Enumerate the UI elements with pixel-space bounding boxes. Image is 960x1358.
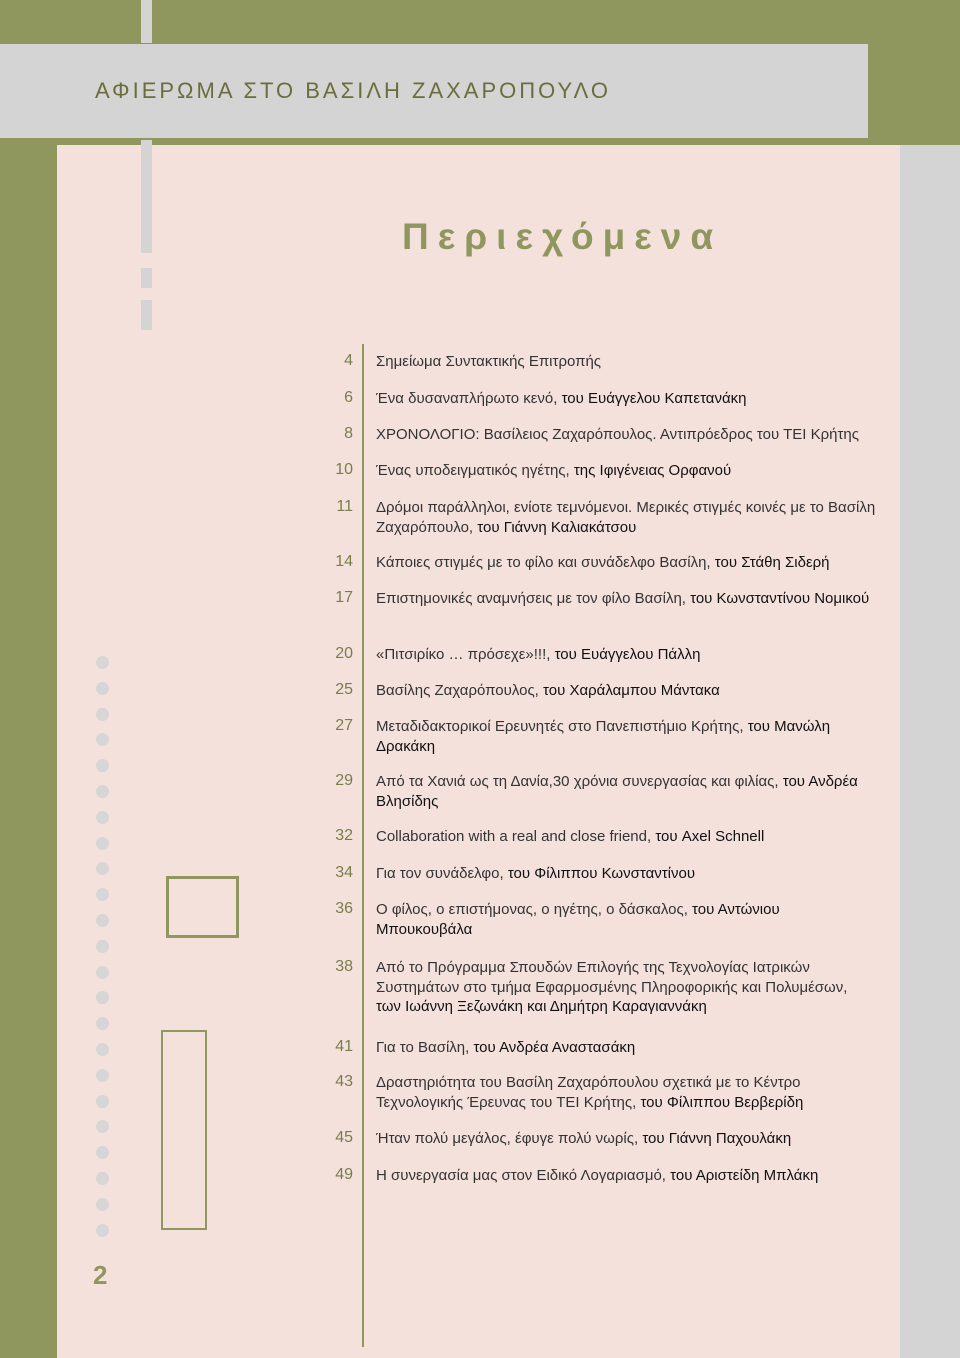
decorative-dot	[96, 940, 109, 953]
page-number: 2	[93, 1260, 108, 1290]
toc-author: του Ανδρέα Αναστασάκη	[473, 1039, 636, 1056]
toc-page-number: 6	[344, 389, 353, 406]
toc-author: του Γιάννη Καλιακάτσου	[477, 518, 637, 536]
decorative-dot	[96, 837, 109, 850]
toc-page-number: 38	[335, 958, 353, 975]
decorative-dot	[96, 1172, 109, 1185]
vertical-accent-dash-1	[141, 268, 152, 288]
toc-title: Βασίλης Ζαχαρόπουλος,	[376, 682, 544, 699]
toc-page-number: 41	[335, 1038, 353, 1055]
decorative-dot	[96, 656, 109, 669]
toc-author: του Μανώλη Δρακάκη	[376, 718, 831, 755]
decorative-dot	[96, 1095, 109, 1108]
toc-page-number: 25	[335, 681, 353, 698]
toc-author: του Στάθη Σιδερή	[714, 554, 830, 571]
toc-author: του Αριστείδη Μπλάκη	[670, 1167, 819, 1184]
toc-author: του Axel Schnell	[655, 828, 765, 845]
toc-author: του Ευάγγελου Καπετανάκη	[561, 390, 747, 407]
toc-page-number: 11	[336, 498, 353, 515]
vertical-accent-dash-2	[141, 300, 152, 330]
toc-author: του Αντώνιου Μπουκουβάλα	[376, 901, 780, 938]
toc-page-number: 29	[335, 772, 353, 789]
toc-title: Από το Πρόγραμμα Σπουδών Επιλογής της Τεχνολογίας Ιατρικών Συστημάτων στο τμήμα Εφαρμοσμένης Πληροφορικής και Πολυμέσων,	[376, 959, 848, 996]
top-right-olive-block	[868, 55, 960, 145]
decorative-dot	[96, 1198, 109, 1211]
toc-author: του Ευάγγελου Πάλλη	[554, 646, 701, 663]
toc-author: του Φίλιππου Βερβερίδη	[640, 1093, 804, 1111]
toc-title: Ένας υποδειγματικός ηγέτης,	[376, 462, 574, 479]
toc-author: του Φίλιππου Κωνσταντίνου	[507, 865, 696, 882]
decorative-dot	[96, 811, 109, 824]
toc-divider-line	[362, 344, 364, 1347]
toc-title: Επιστημονικές αναμνήσεις με τον φίλο Βασίλη,	[376, 590, 691, 607]
decorative-dot	[96, 682, 109, 695]
toc-title: Κάποιες στιγμές με το φίλο και συνάδελφο Βασίλη,	[376, 554, 715, 571]
toc-title: Δρόμοι παράλληλοι, ενίοτε τεμνόμενοι. Μερικές στιγμές κοινές με το Βασίλη Ζαχαρόπουλο,	[376, 499, 876, 536]
toc-author: του Κωνσταντίνου Νομικού	[690, 590, 870, 607]
toc-page-number: 10	[335, 461, 353, 478]
toc-title: Από τα Χανιά ως τη Δανία,30 χρόνια συνεργασίας και φιλίας,	[376, 773, 783, 790]
header-title: ΑΦΙΕΡΩΜΑ ΣΤΟ ΒΑΣΙΛΗ ΖΑΧΑΡΟΠΟΥΛΟ	[95, 78, 611, 103]
toc-page-number: 27	[335, 717, 353, 734]
toc-page-number: 43	[335, 1073, 353, 1090]
toc-title: Δραστηριότητα του Βασίλη Ζαχαρόπουλου σχετικά με το Κέντρο Τεχνολογικής Έρευνας του ΤΕΙ Κρήτης,	[376, 1074, 801, 1111]
page-title: Περιεχόμενα	[402, 216, 723, 257]
toc-title: Collaboration with a real and close friend,	[376, 828, 656, 845]
toc-page-number: 49	[335, 1166, 353, 1183]
decorative-dot	[96, 914, 109, 927]
vertical-accent-bar-top	[141, 0, 152, 43]
toc-title: Για το Βασίλη,	[376, 1039, 474, 1056]
toc-author: των Ιωάννη Ξεζωνάκη και Δημήτρη Καραγιαννάκη	[376, 998, 707, 1015]
toc-page-number: 17	[335, 589, 353, 606]
decorative-square	[166, 876, 239, 938]
decorative-dot	[96, 785, 109, 798]
decorative-dot	[96, 966, 109, 979]
right-grey-strip	[900, 145, 960, 1358]
toc-title: «Πιτσιρίκο … πρόσεχε»!!!,	[376, 646, 555, 663]
decorative-tall-rectangle	[161, 1030, 207, 1230]
decorative-dot	[96, 1043, 109, 1056]
toc-title: Για τον συνάδελφο,	[376, 865, 508, 882]
decorative-dot	[96, 708, 109, 721]
toc-title: Ένα δυσαναπλήρωτο κενό,	[376, 390, 562, 407]
decorative-dot	[96, 1224, 109, 1237]
toc-page-number: 34	[335, 864, 353, 881]
toc-page-number: 8	[344, 425, 353, 442]
decorative-dot	[96, 1069, 109, 1082]
toc-title: Μεταδιδακτορικοί Ερευνητές στο Πανεπιστήμιο Κρήτης,	[376, 718, 748, 735]
toc-author: του Γιάννη Παχουλάκη	[642, 1130, 792, 1147]
toc-author: της Ιφιγένειας Ορφανού	[573, 462, 732, 479]
toc-page-number: 45	[335, 1129, 353, 1146]
toc-title: Ο φίλος, ο επιστήμονας, ο ηγέτης, ο δάσκαλος,	[376, 901, 693, 918]
toc-author: του Χαράλαμπου Μάντακα	[543, 682, 720, 699]
toc-page-number: 32	[335, 827, 353, 844]
vertical-accent-bar	[141, 140, 152, 253]
toc-page-number: 20	[335, 645, 353, 662]
toc-page-number: 36	[335, 900, 353, 917]
toc-author: του Ανδρέα Βλησίδης	[376, 773, 858, 810]
toc-title: ΧΡΟΝΟΛΟΓΙΟ: Βασίλειος Ζαχαρόπουλος. Αντιπρόεδρος του ΤΕΙ Κρήτης	[376, 426, 859, 443]
toc-title: Ήταν πολύ μεγάλος, έφυγε πολύ νωρίς,	[376, 1130, 643, 1147]
toc-page-number: 14	[335, 553, 353, 570]
toc-title: Σημείωμα Συντακτικής Επιτροπής	[376, 353, 602, 370]
toc-page-number: 4	[344, 352, 353, 369]
toc-title: Η συνεργασία μας στον Ειδικό Λογαριασμό,	[376, 1167, 671, 1184]
